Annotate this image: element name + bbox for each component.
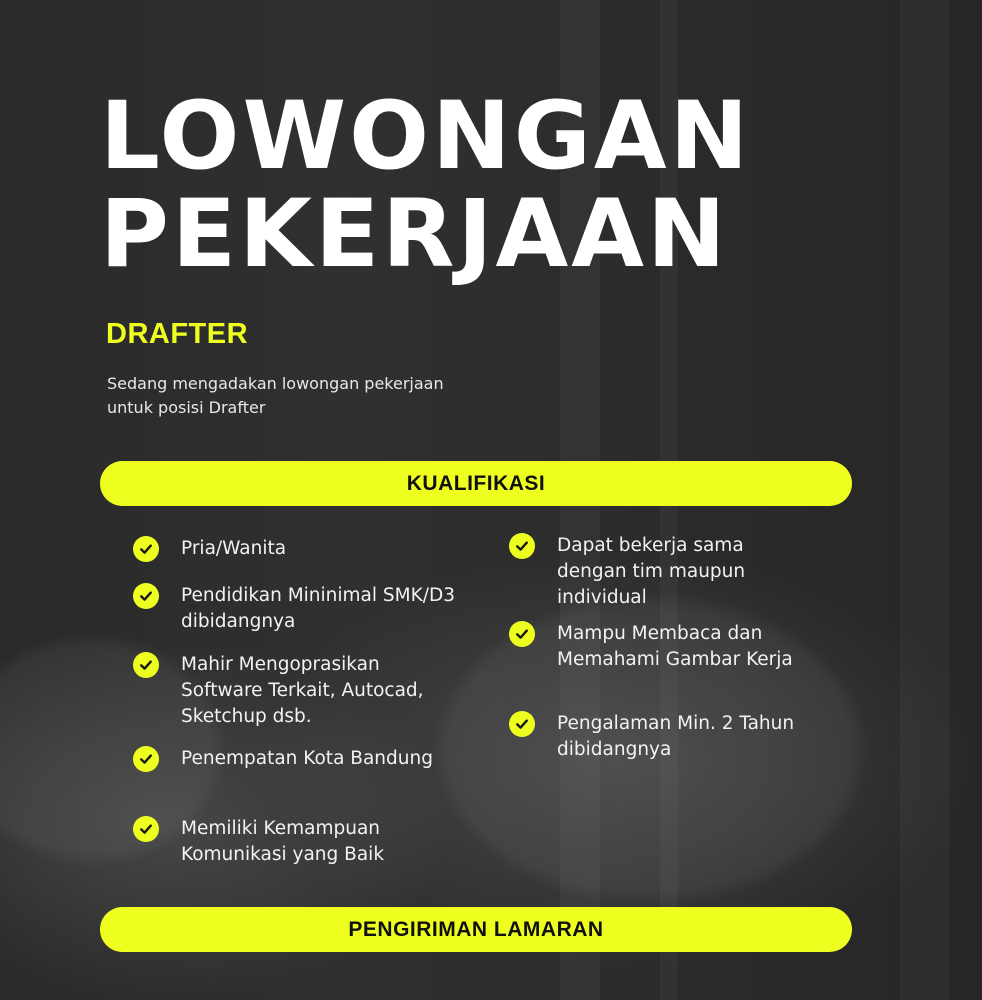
check-circle-icon: [133, 536, 159, 562]
qualification-item: [133, 583, 455, 635]
check-circle-icon: [133, 583, 159, 609]
qualification-line: individual: [557, 587, 647, 608]
qualification-line: Sketchup dsb.: [181, 706, 312, 727]
qualification-item: [133, 746, 433, 772]
qualification-line: dibidangnya: [181, 611, 296, 632]
qualification-line: Pendidikan Mininimal SMK/D3: [181, 585, 455, 606]
qualification-line: Komunikasi yang Baik: [181, 844, 385, 865]
title-line-2: PEKERJAAN: [100, 180, 729, 289]
qualification-item: [509, 533, 745, 611]
qualification-text: [557, 621, 793, 673]
qualification-item: [509, 711, 794, 763]
title-line-1: LOWONGAN: [100, 82, 752, 191]
qualification-line: Pria/Wanita: [181, 538, 287, 559]
qualification-text: [181, 816, 384, 868]
qualification-line: dengan tim maupun: [557, 561, 746, 582]
description: [107, 372, 527, 420]
qualification-line: Penempatan Kota Bandung: [181, 748, 433, 769]
qualification-item: [133, 816, 384, 868]
check-circle-icon: [509, 533, 535, 559]
qualification-line: Memiliki Kemampuan: [181, 818, 381, 839]
position-name: DRAFTER: [106, 318, 249, 350]
qualification-text: [181, 583, 455, 635]
qualification-line: Dapat bekerja sama: [557, 535, 744, 556]
qualification-item: [509, 621, 793, 673]
qualification-line: Mahir Mengoprasikan: [181, 654, 380, 675]
check-circle-icon: [509, 711, 535, 737]
qualification-item: [133, 652, 424, 730]
qualification-text: [557, 533, 745, 611]
qualification-line: Memahami Gambar Kerja: [557, 649, 793, 670]
qualification-item: [133, 536, 286, 562]
qualification-text: [181, 652, 424, 730]
check-circle-icon: [133, 816, 159, 842]
qualification-line: Mampu Membaca dan: [557, 623, 763, 644]
check-circle-icon: [133, 746, 159, 772]
description-line-1: Sedang mengadakan lowongan pekerjaan: [107, 374, 444, 393]
qualifications-heading: KUALIFIKASI: [100, 461, 852, 506]
check-circle-icon: [133, 652, 159, 678]
qualification-text: [181, 746, 433, 772]
background-shape: [900, 0, 950, 1000]
application-heading: PENGIRIMAN LAMARAN: [100, 907, 852, 952]
check-circle-icon: [509, 621, 535, 647]
qualification-text: [181, 536, 286, 562]
qualification-line: dibidangnya: [557, 739, 672, 760]
qualification-line: Software Terkait, Autocad,: [181, 680, 424, 701]
qualification-line: Pengalaman Min. 2 Tahun: [557, 713, 795, 734]
poster-title: [100, 82, 752, 289]
qualification-text: [557, 711, 794, 763]
description-line-2: untuk posisi Drafter: [107, 398, 266, 417]
